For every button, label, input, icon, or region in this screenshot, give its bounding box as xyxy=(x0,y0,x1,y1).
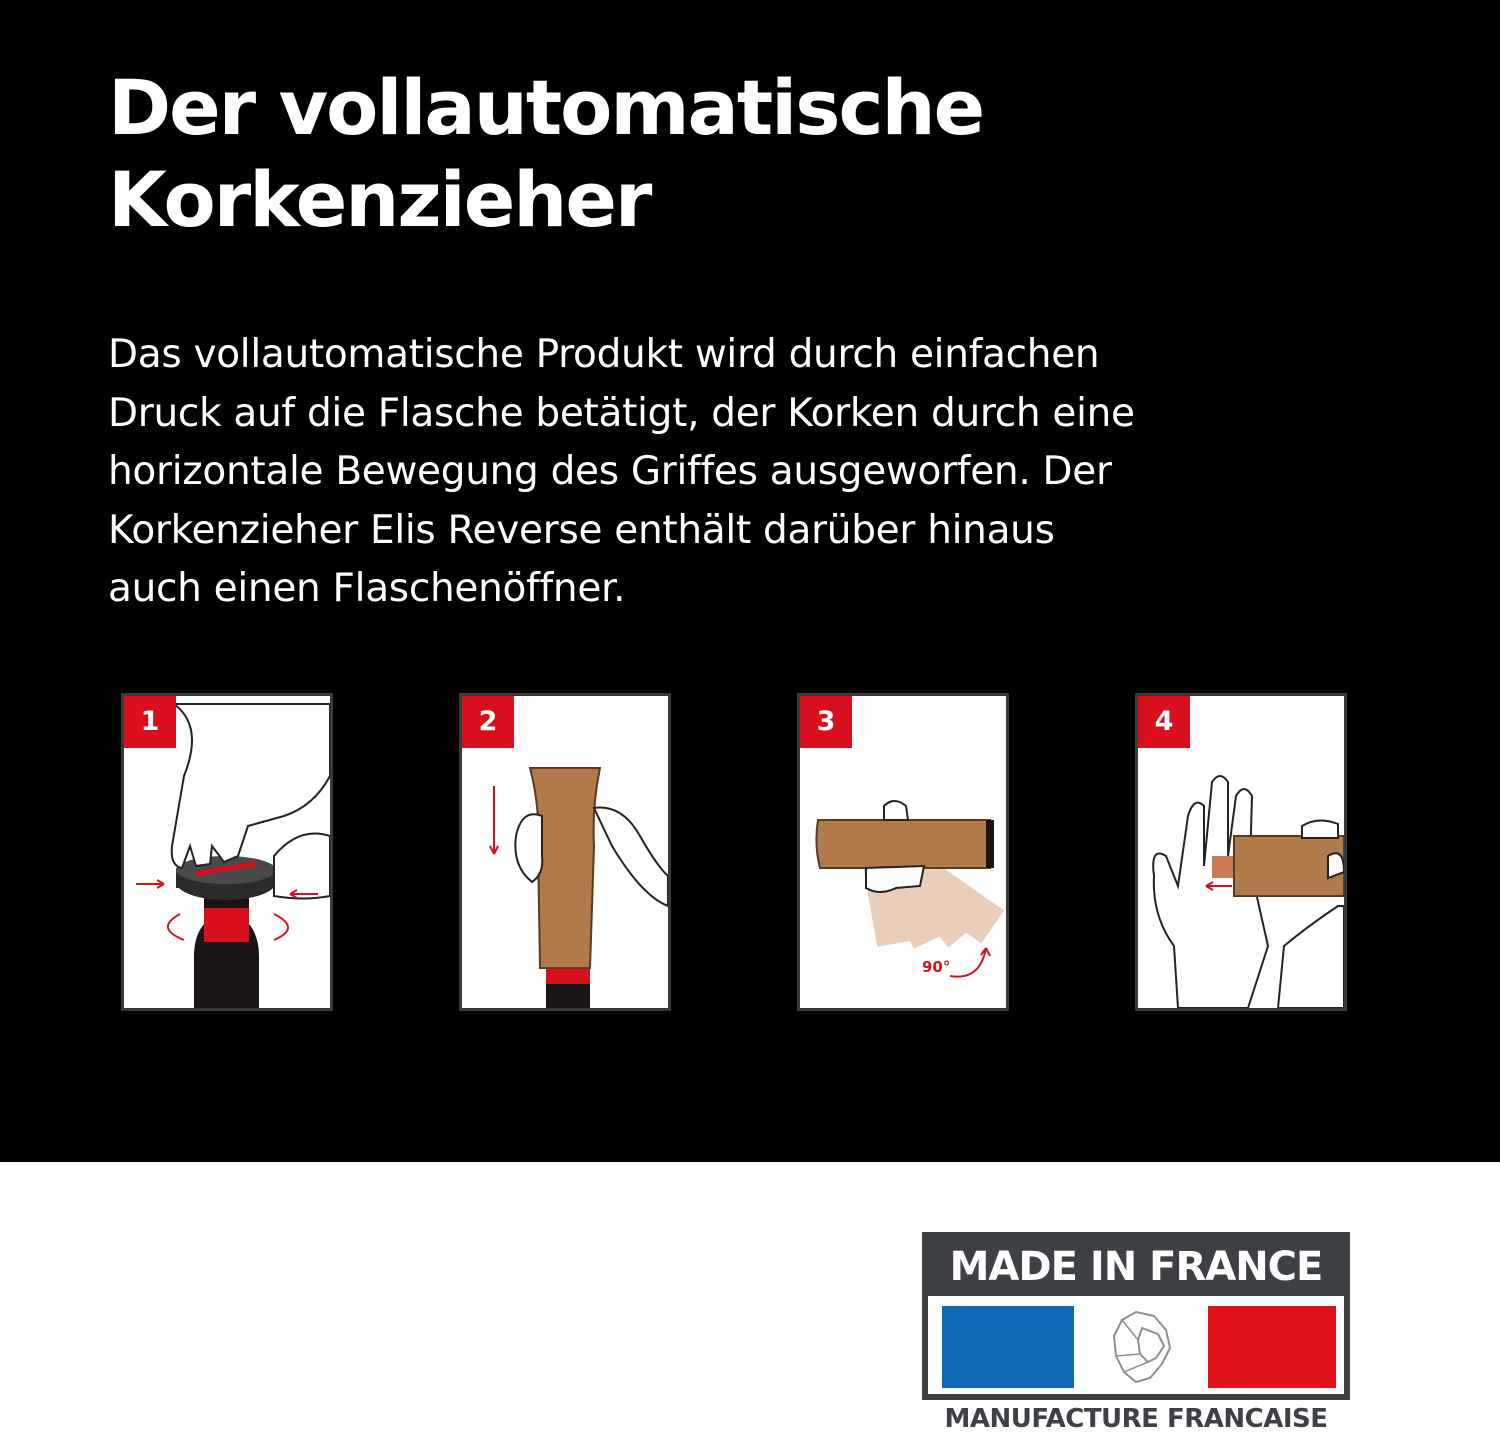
step-card-2 xyxy=(459,693,671,1011)
step-card-3 xyxy=(797,693,1009,1011)
step-card-4 xyxy=(1135,693,1347,1011)
description-line: Druck auf die Flasche betätigt, der Korken durch eine xyxy=(108,390,1135,436)
step-number-badge: 4 xyxy=(1138,696,1190,748)
product-description xyxy=(108,326,1408,619)
flag-blue-stripe xyxy=(942,1306,1074,1388)
rotation-angle-label: 90° xyxy=(922,958,951,976)
step-card-1 xyxy=(121,693,333,1011)
description-line: Das vollautomatische Produkt wird durch einfachen xyxy=(108,332,1100,377)
description-line: auch einen Flaschenöffner. xyxy=(108,566,626,611)
manufacture-francaise-label: MANUFACTURE FRANCAISE xyxy=(944,1404,1328,1434)
description-line: horizontale Bewegung des Griffes ausgeworfen. Der xyxy=(108,449,1112,494)
made-in-france-heading: MADE IN FRANCE xyxy=(928,1238,1344,1296)
made-in-france-badge xyxy=(922,1232,1350,1434)
page-title xyxy=(108,62,1408,246)
lion-head-icon xyxy=(1106,1306,1176,1386)
title-line-2: Korkenzieher xyxy=(108,155,651,244)
flag-red-stripe xyxy=(1208,1306,1336,1388)
description-line: Korkenzieher Elis Reverse enthält darüber hinaus xyxy=(108,507,1055,553)
title-line-1: Der vollautomatische xyxy=(108,63,984,152)
made-in-france-frame xyxy=(922,1232,1350,1400)
step-number-badge: 2 xyxy=(462,696,514,748)
step-number-badge: 3 xyxy=(800,696,852,748)
step-number-badge: 1 xyxy=(124,696,176,748)
